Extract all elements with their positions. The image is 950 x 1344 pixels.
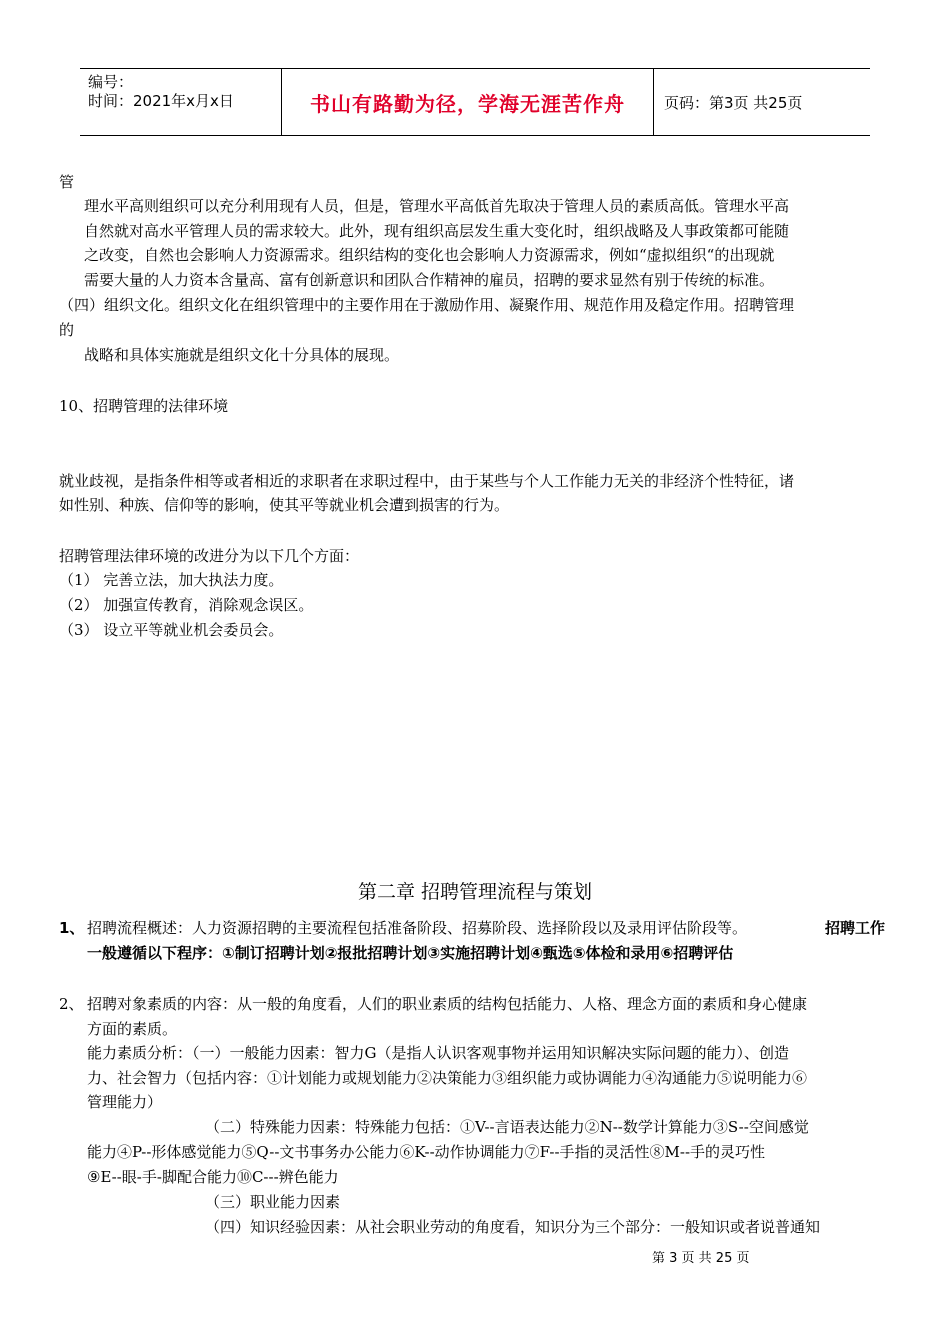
body-line: 招聘对象素质的内容：从一般的角度看，人们的职业素质的结构包括能力、人格、理念方面的素质和身心健康 — [87, 995, 808, 1013]
body-line: 就业歧视，是指条件相等或者相近的求职者在求职过程中，由于某些与个人工作能力无关的非经济个性特征，诸 — [59, 472, 795, 490]
body-line: 管 — [59, 173, 75, 191]
motto: 书山有路勤为径，学海无涯苦作舟 — [310, 91, 625, 116]
body-line: 战略和具体实施就是组织文化十分具体的展现。 — [84, 346, 400, 364]
body-line: 能力素质分析：（一）一般能力因素：智力G（是指人认识客观事物并运用知识解决实际问题的能力）、创造 — [87, 1044, 789, 1062]
body-line: 力、社会智力（包括内容：①计划能力或规划能力②决策能力③组织能力或协调能力④沟通能力⑤说明能力⑥ — [87, 1069, 808, 1087]
body-line: 之改变，自然也会影响人力资源需求。组织结构的变化也会影响人力资源需求，例如“虚拟组织“的出现就 — [84, 246, 775, 264]
body-line: 自然就对高水平管理人员的需求较大。此外，现有组织高层发生重大变化时，组织战略及人事政策都可能随 — [84, 222, 790, 240]
body-line: （二）特殊能力因素：特殊能力包括：①V--言语表达能力②N--数学计算能力③S--空间感觉 — [205, 1118, 809, 1136]
page-label: 页码：第3页 共25页 — [664, 93, 803, 112]
body-line: 招聘流程概述：人力资源招聘的主要流程包括准备阶段、招募阶段、选择阶段以及录用评估阶段等。 — [87, 919, 748, 937]
body-line: 需要大量的人力资本含量高、富有创新意识和团队合作精神的雇员，招聘的要求显然有别于传统的标准。 — [84, 271, 775, 289]
body-line: 能力④P--形体感觉能力⑤Q--文书事务办公能力⑥K--动作协调能力⑦F--手指的灵活性⑧M--手的灵巧性 — [87, 1143, 766, 1161]
body-line: 招聘管理法律环境的改进分为以下几个方面： — [59, 547, 360, 565]
header-page-cell — [654, 69, 870, 135]
body-line: 管理能力） — [87, 1093, 163, 1111]
body-line: 理水平高则组织可以充分利用现有人员，但是，管理水平高低首先取决于管理人员的素质高低。管理水平高 — [84, 197, 790, 215]
bold-text: 招聘工作 — [825, 919, 886, 937]
list-item: （3） 设立平等就业机会委员会。 — [59, 621, 284, 639]
body-line: 的 — [59, 321, 75, 339]
body-line: （三）职业能力因素 — [205, 1193, 341, 1211]
id-label: 编号： — [88, 73, 134, 91]
bold-text: 一般遵循以下程序：①制订招聘计划②报批招聘计划③实施招聘计划④甄选⑤体检和录用⑥招聘评估 — [87, 944, 734, 962]
item-number: 1、 — [59, 919, 85, 937]
list-item: （2） 加强宣传教育，消除观念误区。 — [59, 596, 314, 614]
body-line: 如性别、种族、信仰等的影响，使其平等就业机会遭到损害的行为。 — [59, 496, 510, 514]
header-meta-cell — [80, 69, 282, 135]
header-motto-cell — [282, 69, 654, 135]
list-item: （1） 完善立法，加大执法力度。 — [59, 571, 284, 589]
page-footer: 第 3 页 共 25 页 — [652, 1251, 750, 1266]
time-label: 时间：2021年x月x日 — [88, 92, 234, 110]
chapter-title: 第二章 招聘管理流程与策划 — [357, 881, 593, 903]
body-line: 方面的素质。 — [87, 1020, 178, 1038]
body-line: （四）组织文化。组织文化在组织管理中的主要作用在于激励作用、凝聚作用、规范作用及稳定作用。招聘管理 — [59, 296, 795, 314]
header-table — [80, 68, 870, 136]
item-number: 2、 — [59, 995, 84, 1013]
body-line: （四）知识经验因素：从社会职业劳动的角度看，知识分为三个部分：一般知识或者说普通知 — [205, 1218, 821, 1236]
body-line: ⑨E--眼-手-脚配合能力⑩C---辨色能力 — [87, 1168, 339, 1186]
section-heading: 10、招聘管理的法律环境 — [59, 397, 229, 415]
